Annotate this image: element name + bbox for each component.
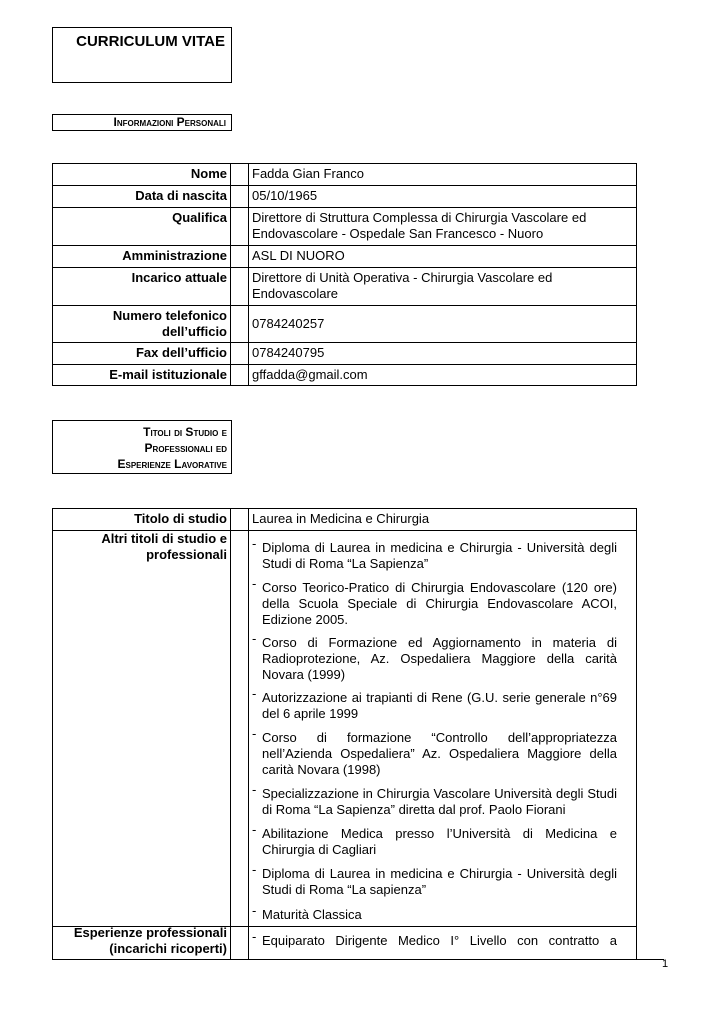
dash-bullet-icon: - bbox=[252, 726, 257, 741]
list-item bbox=[252, 576, 617, 628]
studies-heading-line-2: Professionali ed bbox=[144, 441, 227, 455]
section-heading-studies-text bbox=[52, 421, 232, 472]
list-item bbox=[252, 903, 617, 923]
label-incarico-attuale: Incarico attuale bbox=[131, 270, 227, 285]
label-data-nascita: Data di nascita bbox=[135, 188, 227, 203]
page-number: 1 bbox=[662, 958, 669, 970]
label-numero-telefonico: Numero telefonico dell’ufficio bbox=[112, 308, 227, 339]
list-item-text: Diploma di Laurea in medicina e Chirurgia - Università degli Studi di Roma “La sapienza” bbox=[262, 866, 617, 897]
studies-heading-line-1: Titoli di Studio e bbox=[143, 425, 227, 439]
dash-bullet-icon: - bbox=[252, 782, 257, 797]
dash-bullet-icon: - bbox=[252, 929, 257, 944]
list-item-text: Diploma di Laurea in medicina e Chirurgia - Università degli Studi di Roma “La Sapienza” bbox=[262, 540, 617, 571]
personal-info-value-column-left-border bbox=[248, 163, 249, 386]
page-bottom-rule bbox=[52, 959, 664, 960]
label-email: E-mail istituzionale bbox=[109, 367, 227, 382]
list-item bbox=[252, 822, 617, 858]
label-nome: Nome bbox=[190, 166, 227, 181]
list-item bbox=[252, 631, 617, 683]
dash-bullet-icon: - bbox=[252, 686, 257, 701]
section-heading-personal bbox=[52, 114, 232, 131]
list-item-text: Maturità Classica bbox=[262, 907, 362, 922]
label-amministrazione: Amministrazione bbox=[122, 248, 227, 263]
label-fax: Fax dell’ufficio bbox=[135, 345, 227, 360]
row-separator bbox=[52, 245, 637, 246]
label-titolo-studio: Titolo di studio bbox=[134, 511, 227, 526]
list-item-text: Autorizzazione ai trapianti di Rene (G.U. serie generale n°69 del 6 aprile 1999 bbox=[262, 690, 617, 721]
value-fax: 0784240795 bbox=[252, 345, 325, 360]
row-separator bbox=[52, 342, 637, 343]
value-qualifica: Direttore di Struttura Complessa di Chirurgia Vascolare ed Endovascolare - Ospedale San Francesco - Nuoro bbox=[252, 210, 587, 241]
row-separator bbox=[52, 305, 637, 306]
dash-bullet-icon: - bbox=[252, 631, 257, 646]
list-item-text: Corso Teorico-Pratico di Chirurgia Endovascolare (120 ore) della Scuola Speciale di Chirurgia Endovascolare ACOI, Edizione 2005. bbox=[262, 580, 617, 627]
list-item bbox=[252, 929, 617, 949]
row-separator bbox=[52, 207, 637, 208]
dash-bullet-icon: - bbox=[252, 576, 257, 591]
studies-heading-line-3: Esperienze Lavorative bbox=[117, 457, 227, 471]
value-nome: Fadda Gian Franco bbox=[252, 166, 365, 181]
dash-bullet-icon: - bbox=[252, 903, 257, 918]
section-heading-personal-text: Informazioni Personali bbox=[113, 115, 226, 129]
studies-value-column-left-border bbox=[248, 508, 249, 960]
cv-title-box bbox=[52, 27, 232, 83]
list-item-text: Abilitazione Medica presso l’Università di Medicina e Chirurgia di Cagliari bbox=[262, 826, 617, 857]
list-item bbox=[252, 536, 617, 572]
value-numero-telefonico: 0784240257 bbox=[252, 316, 325, 331]
studies-label-column-right-border bbox=[230, 508, 231, 960]
dash-bullet-icon: - bbox=[252, 536, 257, 551]
list-item-text: Specializzazione in Chirurgia Vascolare Università degli Studi di Roma “La Sapienza” diretta dal prof. Paolo Fiorani bbox=[262, 786, 617, 817]
label-esperienze: Esperienze professionali (incarichi ricoperti) bbox=[73, 925, 227, 956]
label-qualifica: Qualifica bbox=[172, 210, 227, 225]
label-altri-titoli: Altri titoli di studio e professionali bbox=[101, 531, 227, 562]
value-email[interactable]: gffadda@gmail.com bbox=[252, 367, 368, 382]
value-amministrazione: ASL DI NUORO bbox=[252, 248, 345, 263]
row-separator bbox=[52, 185, 637, 186]
dash-bullet-icon: - bbox=[252, 862, 257, 877]
value-incarico-attuale: Direttore di Unità Operativa - Chirurgia Vascolare ed Endovascolare bbox=[252, 270, 553, 301]
cv-title: CURRICULUM VITAE bbox=[76, 33, 225, 50]
personal-info-label-column-right-border bbox=[230, 163, 231, 386]
list-item bbox=[252, 686, 617, 722]
list-item bbox=[252, 782, 617, 818]
dash-bullet-icon: - bbox=[252, 822, 257, 837]
value-titolo-studio: Laurea in Medicina e Chirurgia bbox=[252, 511, 430, 526]
list-item-text: Corso di formazione “Controllo dell’appropriatezza nell’Azienda Ospedaliera” Az. Ospedaliera Maggiore della carità Novara (1998) bbox=[262, 730, 617, 777]
list-item bbox=[252, 862, 617, 898]
value-data-nascita: 05/10/1965 bbox=[252, 188, 318, 203]
list-item-text: Equiparato Dirigente Medico I° Livello con contratto a bbox=[262, 933, 617, 948]
list-item-text: Corso di Formazione ed Aggiornamento in materia di Radioprotezione, Az. Ospedaliera Maggiore della carità Novara (1999) bbox=[262, 635, 617, 682]
row-separator bbox=[52, 364, 637, 365]
list-item bbox=[252, 726, 617, 778]
row-separator bbox=[52, 267, 637, 268]
